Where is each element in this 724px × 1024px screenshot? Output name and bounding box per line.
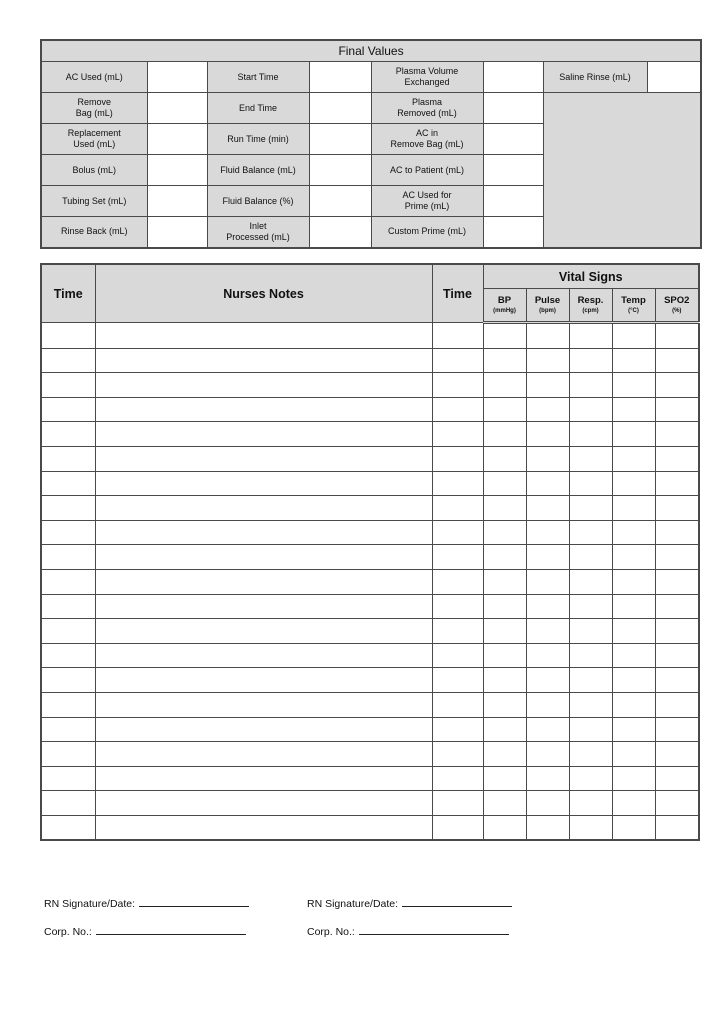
entry-cell[interactable] [41,323,95,349]
entry-cell[interactable] [569,422,612,447]
entry-cell[interactable] [526,545,569,570]
entry-cell[interactable] [612,545,655,570]
value-cell[interactable] [309,62,371,93]
entry-cell[interactable] [655,766,699,791]
entry-cell[interactable] [655,668,699,693]
entry-cell[interactable] [569,471,612,496]
entry-cell[interactable] [655,446,699,471]
field-label: AC Used for Prime (mL) [371,186,483,217]
entry-cell[interactable] [569,496,612,521]
rn-signature-label: RN Signature/Date: [307,898,399,910]
entry-cell[interactable] [483,643,526,668]
entry-cell[interactable] [95,471,432,496]
entry-cell[interactable] [483,520,526,545]
entry-cell[interactable] [612,791,655,816]
table-row [41,692,699,717]
entry-cell[interactable] [483,471,526,496]
corp-no-2 [307,924,509,938]
entry-cell[interactable] [569,348,612,373]
entry-cell[interactable] [526,348,569,373]
entry-cell[interactable] [526,742,569,767]
vital-unit: (cpm) [582,307,599,314]
entry-cell[interactable] [41,520,95,545]
entry-cell[interactable] [483,422,526,447]
entry-cell[interactable] [569,692,612,717]
entry-cell[interactable] [41,397,95,422]
entry-cell[interactable] [95,791,432,816]
vital-unit: (°C) [628,307,639,314]
entry-cell[interactable] [432,323,483,349]
table-row [41,373,699,398]
entry-cell[interactable] [41,545,95,570]
entry-cell[interactable] [612,815,655,840]
table-row [41,668,699,693]
table-row [41,446,699,471]
entry-cell[interactable] [569,766,612,791]
entry-cell[interactable] [41,815,95,840]
value-cell[interactable] [309,186,371,217]
entry-cell[interactable] [655,717,699,742]
entry-cell[interactable] [95,323,432,349]
entry-cell[interactable] [41,373,95,398]
entry-cell[interactable] [569,446,612,471]
entry-cell[interactable] [655,545,699,570]
field-label: Inlet Processed (mL) [207,217,309,248]
entry-cell[interactable] [483,791,526,816]
entry-cell[interactable] [432,397,483,422]
entry-cell[interactable] [95,373,432,398]
blank-shaded-area [543,93,701,248]
entry-cell[interactable] [432,619,483,644]
entry-cell[interactable] [655,815,699,840]
entry-cell[interactable] [526,446,569,471]
entry-cell[interactable] [95,692,432,717]
entry-cell[interactable] [432,791,483,816]
entry-cell[interactable] [41,594,95,619]
field-label: Saline Rinse (mL) [543,62,647,93]
corp-no-label: Corp. No.: [44,926,92,938]
field-label: Fluid Balance (%) [207,186,309,217]
entry-cell[interactable] [612,397,655,422]
field-label: End Time [207,93,309,124]
entry-cell[interactable] [612,569,655,594]
entry-cell[interactable] [526,692,569,717]
entry-cell[interactable] [95,766,432,791]
entry-cell[interactable] [526,791,569,816]
entry-cell[interactable] [41,717,95,742]
entry-cell[interactable] [569,373,612,398]
rn-signature-2 [307,896,512,910]
table-row [41,643,699,668]
entry-cell[interactable] [432,742,483,767]
entry-cell[interactable] [569,742,612,767]
entry-cell[interactable] [569,717,612,742]
entry-cell[interactable] [612,323,655,349]
entry-cell[interactable] [655,397,699,422]
table-row [41,815,699,840]
entry-cell[interactable] [95,668,432,693]
table-row [41,520,699,545]
entry-cell[interactable] [41,422,95,447]
entry-cell[interactable] [526,520,569,545]
corp-no-label: Corp. No.: [307,926,355,938]
value-cell[interactable] [309,93,371,124]
entry-cell[interactable] [483,545,526,570]
entry-cell[interactable] [612,520,655,545]
nurses-notes-header: Nurses Notes [95,264,432,323]
entry-cell[interactable] [483,668,526,693]
value-cell[interactable] [647,62,701,93]
entry-cell[interactable] [612,594,655,619]
entry-cell[interactable] [432,471,483,496]
entry-cell[interactable] [483,348,526,373]
entry-cell[interactable] [95,815,432,840]
entry-cell[interactable] [95,348,432,373]
entry-cell[interactable] [569,520,612,545]
nurses-notes-table [40,263,700,841]
field-label: Fluid Balance (mL) [207,155,309,186]
entry-cell[interactable] [612,422,655,447]
entry-cell[interactable] [41,766,95,791]
entry-cell[interactable] [483,397,526,422]
vital-unit: (%) [672,307,682,314]
entry-cell[interactable] [483,594,526,619]
entry-cell[interactable] [41,446,95,471]
entry-cell[interactable] [95,742,432,767]
table-row [41,717,699,742]
entry-cell[interactable] [526,422,569,447]
entry-cell[interactable] [483,373,526,398]
table-row [41,471,699,496]
entry-cell[interactable] [432,643,483,668]
entry-cell[interactable] [655,569,699,594]
entry-cell[interactable] [432,446,483,471]
vital-unit: (mmHg) [493,307,516,314]
entry-cell[interactable] [95,594,432,619]
table-row [41,742,699,767]
value-cell[interactable] [309,217,371,248]
entry-cell[interactable] [483,742,526,767]
value-cell[interactable] [483,217,543,248]
entry-cell[interactable] [569,594,612,619]
entry-cell[interactable] [655,594,699,619]
field-label: AC in Remove Bag (mL) [371,124,483,155]
field-label: Run Time (min) [207,124,309,155]
entry-cell[interactable] [41,569,95,594]
value-cell[interactable] [147,124,207,155]
entry-cell[interactable] [41,791,95,816]
entry-cell[interactable] [526,643,569,668]
entry-cell[interactable] [432,545,483,570]
entry-cell[interactable] [612,742,655,767]
vital-temp-header [612,289,655,323]
field-label: Rinse Back (mL) [41,217,147,248]
entry-cell[interactable] [95,446,432,471]
entry-cell[interactable] [569,569,612,594]
entry-cell[interactable] [526,471,569,496]
entry-cell[interactable] [41,668,95,693]
entry-cell[interactable] [41,471,95,496]
entry-cell[interactable] [432,594,483,619]
entry-cell[interactable] [655,422,699,447]
rn-signature-line[interactable] [139,896,249,907]
entry-cell[interactable] [655,742,699,767]
entry-cell[interactable] [612,643,655,668]
entry-cell[interactable] [432,348,483,373]
table-row [41,323,699,349]
entry-cell[interactable] [526,397,569,422]
field-label: Tubing Set (mL) [41,186,147,217]
entry-cell[interactable] [612,446,655,471]
time-header-2: Time [432,264,483,323]
entry-cell[interactable] [569,323,612,349]
entry-cell[interactable] [612,668,655,693]
entry-cell[interactable] [41,496,95,521]
entry-cell[interactable] [432,520,483,545]
table-row [41,594,699,619]
vital-label: Temp [621,294,646,306]
entry-cell[interactable] [612,496,655,521]
entry-cell[interactable] [526,569,569,594]
table-row [41,619,699,644]
entry-cell[interactable] [612,692,655,717]
final-values-table [40,39,702,249]
entry-cell[interactable] [655,348,699,373]
value-cell[interactable] [147,62,207,93]
rn-signature-1 [44,896,249,910]
entry-cell[interactable] [526,496,569,521]
entry-cell[interactable] [612,619,655,644]
entry-cell[interactable] [432,692,483,717]
entry-cell[interactable] [483,323,526,349]
field-label: Remove Bag (mL) [41,93,147,124]
entry-cell[interactable] [95,643,432,668]
table-row [41,791,699,816]
entry-cell[interactable] [526,373,569,398]
entry-cell[interactable] [612,766,655,791]
final-values-title: Final Values [41,40,701,62]
value-cell[interactable] [309,124,371,155]
entry-cell[interactable] [432,373,483,398]
entry-cell[interactable] [526,815,569,840]
vital-label: Pulse [534,294,561,306]
entry-cell[interactable] [483,569,526,594]
entry-cell[interactable] [655,643,699,668]
entry-cell[interactable] [655,471,699,496]
value-cell[interactable] [147,186,207,217]
entry-cell[interactable] [569,545,612,570]
entry-cell[interactable] [483,446,526,471]
entry-cell[interactable] [612,373,655,398]
vital-resp-header [569,289,612,323]
entry-cell[interactable] [655,323,699,349]
entry-cell[interactable] [569,791,612,816]
entry-cell[interactable] [526,619,569,644]
entry-cell[interactable] [432,668,483,693]
vital-label: BP [497,294,512,306]
value-cell[interactable] [483,155,543,186]
entry-cell[interactable] [432,815,483,840]
entry-cell[interactable] [41,619,95,644]
entry-cell[interactable] [569,668,612,693]
value-cell[interactable] [483,186,543,217]
field-label: Custom Prime (mL) [371,217,483,248]
entry-cell[interactable] [95,422,432,447]
entry-cell[interactable] [432,766,483,791]
field-label: Plasma Volume Exchanged [371,62,483,93]
rn-signature-line[interactable] [402,896,512,907]
table-row [41,422,699,447]
value-cell[interactable] [483,62,543,93]
entry-cell[interactable] [41,643,95,668]
value-cell[interactable] [483,124,543,155]
vital-label: Resp. [577,294,604,306]
table-row [41,496,699,521]
entry-cell[interactable] [41,742,95,767]
entry-cell[interactable] [483,766,526,791]
entry-cell[interactable] [655,791,699,816]
field-label: Start Time [207,62,309,93]
entry-cell[interactable] [41,692,95,717]
entry-cell[interactable] [483,717,526,742]
corp-no-1 [44,924,246,938]
value-cell[interactable] [309,155,371,186]
entry-cell[interactable] [526,323,569,349]
entry-cell[interactable] [95,496,432,521]
entry-cell[interactable] [655,373,699,398]
entry-cell[interactable] [483,815,526,840]
entry-cell[interactable] [483,619,526,644]
vital-label: SPO2 [664,294,690,306]
entry-cell[interactable] [483,496,526,521]
entry-cell[interactable] [526,766,569,791]
entry-cell[interactable] [655,496,699,521]
entry-cell[interactable] [95,545,432,570]
field-label: Bolus (mL) [41,155,147,186]
value-cell[interactable] [147,217,207,248]
corp-no-line[interactable] [359,924,509,935]
field-label: Plasma Removed (mL) [371,93,483,124]
vital-unit: (bpm) [539,307,556,314]
entry-cell[interactable] [432,569,483,594]
table-row [41,766,699,791]
entry-cell[interactable] [526,668,569,693]
value-cell[interactable] [147,93,207,124]
entry-cell[interactable] [432,422,483,447]
value-cell[interactable] [147,155,207,186]
entry-cell[interactable] [95,520,432,545]
entry-cell[interactable] [569,643,612,668]
entry-cell[interactable] [655,692,699,717]
entry-cell[interactable] [432,496,483,521]
entry-cell[interactable] [612,348,655,373]
table-row [41,397,699,422]
entry-cell[interactable] [95,569,432,594]
table-row [41,348,699,373]
time-header: Time [41,264,95,323]
field-label: AC Used (mL) [41,62,147,93]
entry-cell[interactable] [432,717,483,742]
entry-cell[interactable] [41,348,95,373]
entry-cell[interactable] [655,520,699,545]
rn-signature-label: RN Signature/Date: [44,898,136,910]
entry-cell[interactable] [95,619,432,644]
vital-spo2-header [655,289,699,323]
entry-cell[interactable] [612,471,655,496]
entry-cell[interactable] [655,619,699,644]
entry-cell[interactable] [95,397,432,422]
corp-no-line[interactable] [96,924,246,935]
table-row [41,545,699,570]
entry-cell[interactable] [569,619,612,644]
table-row [41,569,699,594]
entry-cell[interactable] [569,397,612,422]
vital-pulse-header [526,289,569,323]
vital-signs-header: Vital Signs [483,264,699,289]
entry-cell[interactable] [612,717,655,742]
value-cell[interactable] [483,93,543,124]
entry-cell[interactable] [569,815,612,840]
entry-cell[interactable] [95,717,432,742]
field-label: AC to Patient (mL) [371,155,483,186]
entry-cell[interactable] [483,692,526,717]
vital-bp-header [483,289,526,323]
field-label: Replacement Used (mL) [41,124,147,155]
entry-cell[interactable] [526,717,569,742]
entry-cell[interactable] [526,594,569,619]
